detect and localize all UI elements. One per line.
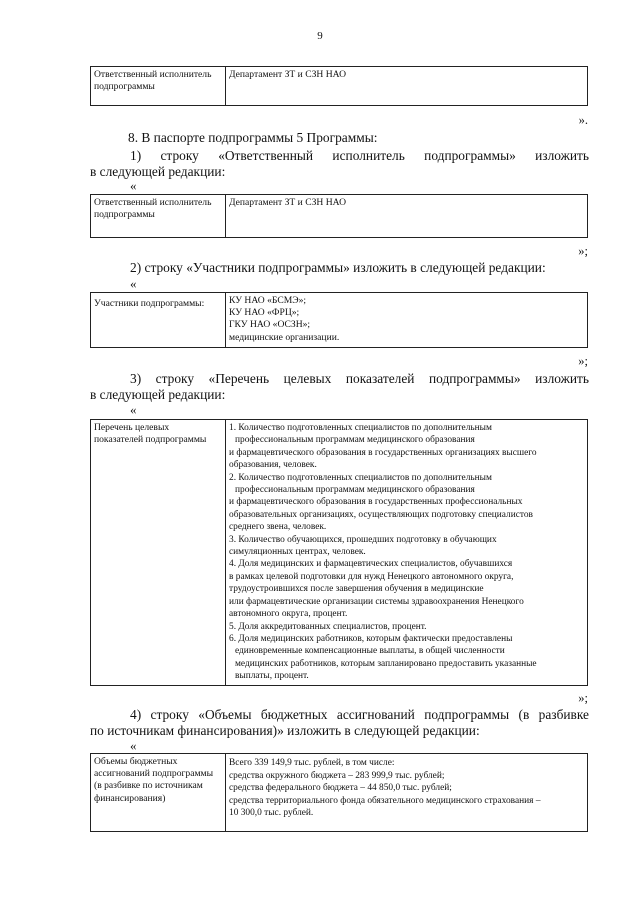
table-right-cell [225,754,587,831]
closing-quote: »; [578,354,588,368]
indicator-line: в рамках целевой подготовки для нужд Ненецкого автономного округа, [229,571,514,582]
table-left-cell: Ответственный исполнитель подпрограммы [94,197,212,221]
budget-line: средства окружного бюджета – 283 999,9 тыс. рублей; [229,770,445,781]
table-left-cell: Участники подпрограммы: [94,298,205,309]
participant-line: КУ НАО «ФРЦ»; [229,307,300,319]
table-left-cell: Ответственный исполнитель подпрограммы [94,69,212,93]
budget-line: средства территориального фонда обязательного медицинского страхования – [229,795,541,806]
indicator-line: и фармацевтического образования в государственных профессиональных [229,497,523,508]
open-quote: « [130,402,137,417]
sub1-line1: 1) строку «Ответственный исполнитель подпрограммы» изложить [130,148,589,163]
page-number: 9 [317,30,323,42]
sub1-line2: в следующей редакции: [90,164,226,179]
closing-quote: ». [578,113,588,127]
budget-line: Всего 339 149,9 тыс. рублей, в том числе: [229,758,395,768]
open-quote: « [130,276,137,291]
table-budget-allocations [90,753,588,832]
closing-quote: »; [578,244,588,258]
participant-line: медицинские организации. [229,331,340,343]
table-right-cell: Департамент ЗТ и СЗН НАО [225,195,587,237]
indicator-line: медицинских работников, которым запланировано предоставить указанные [235,658,537,669]
table-participants [90,292,588,348]
open-quote: « [130,738,137,753]
table-target-indicators [90,419,588,686]
closing-quote: »; [578,691,588,705]
indicator-line: 3. Количество обучающихся, прошедших подготовку в обучающих [229,534,497,545]
indicator-line: 1. Количество подготовленных специалистов по дополнительным [229,423,492,433]
indicator-line: выплаты, процент. [235,671,309,682]
table-responsible [90,194,588,238]
budget-line: средства федерального бюджета – 44 850,0 тыс. рублей; [229,783,452,794]
sub4-line1: 4) строку «Объемы бюджетных ассигнований подпрограммы (в разбивке [130,707,589,722]
indicator-line: среднего звена, человек. [229,522,327,533]
indicator-line: симуляционных центрах, человек. [229,547,366,558]
table-left-cell: Объемы бюджетных ассигнований подпрограммы (в разбивке по источникам финансирования) [94,756,214,804]
indicator-line: 6. Доля медицинских работников, которым фактически предоставлены [229,633,513,644]
indicator-line: 4. Доля медицинских и фармацевтических специалистов, обучавшихся [229,559,513,570]
table-right-cell: Департамент ЗТ и СЗН НАО [225,67,587,105]
indicator-line: единовременные компенсационные выплаты, в общей численности [235,646,505,657]
sub4-line2: по источникам финансирования)» изложить в следующей редакции: [90,723,480,738]
table-right-cell [225,293,587,347]
table-responsible-previous [90,66,588,106]
participant-line: КУ НАО «БСМЭ»; [229,295,307,306]
indicator-line: трудоустроившихся после завершения обучения в медицинские [229,584,484,595]
participant-line: ГКУ НАО «ОСЗН»; [229,319,311,331]
indicator-line: и фармацевтического образования в государственных организациях высшего [229,447,537,458]
table-left-cell: Перечень целевых показателей подпрограммы [94,422,207,446]
table-right-cell [225,420,587,685]
indicator-line: образования, человек. [229,460,317,471]
indicator-line: автономного округа, процент. [229,609,348,620]
sub2-line: 2) строку «Участники подпрограммы» изложить в следующей редакции: [130,260,546,275]
indicator-line: 5. Доля аккредитованных специалистов, процент. [229,621,427,632]
indicator-line: или фармацевтические организации системы здравоохранения Ненецкого [229,596,524,607]
indicator-line: 2. Количество подготовленных специалистов по дополнительным [229,472,492,483]
item-8-heading: 8. В паспорте подпрограммы 5 Программы: [128,130,378,145]
sub3-line1: 3) строку «Перечень целевых показателей подпрограммы» изложить [130,371,589,386]
budget-line: 10 300,0 тыс. рублей. [229,808,314,819]
indicator-line: профессиональным программам медицинского образования [235,435,475,446]
sub3-line2: в следующей редакции: [90,387,226,402]
open-quote: « [130,178,137,193]
indicator-line: профессиональным программам медицинского образования [235,485,475,496]
indicator-line: образовательных организациях, осуществляющих подготовку специалистов [229,509,533,520]
